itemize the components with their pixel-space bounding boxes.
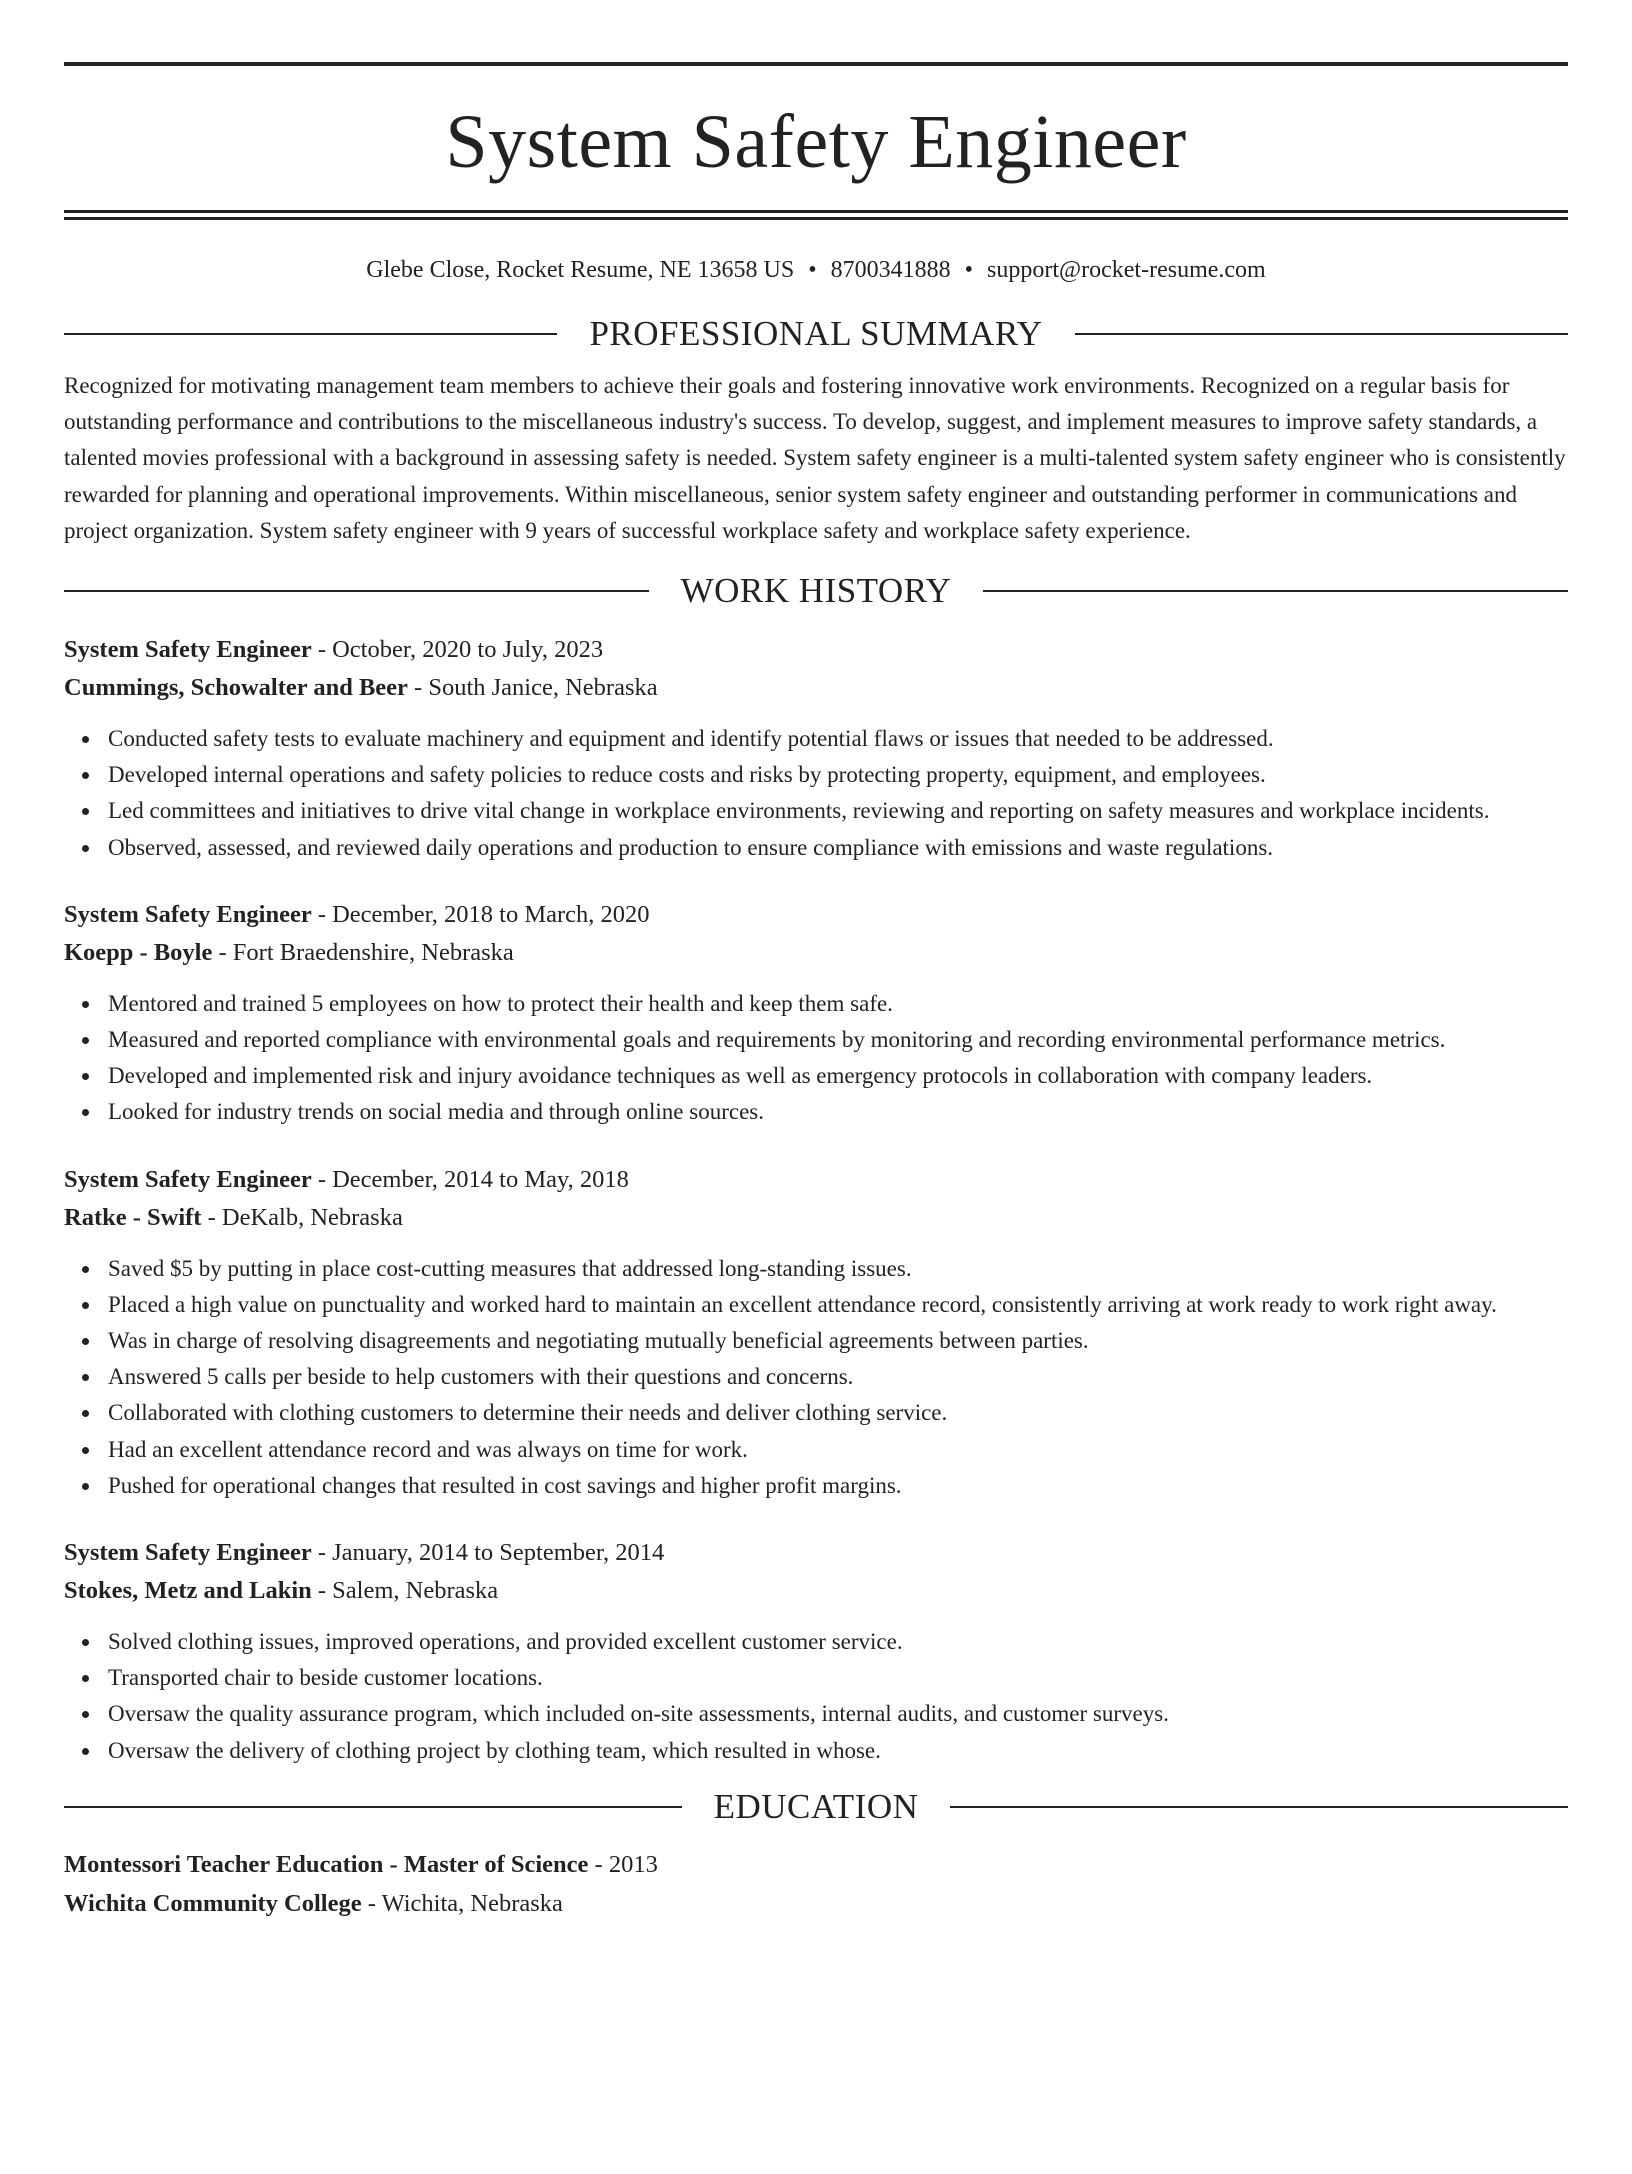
- job-company: Cummings, Schowalter and Beer: [64, 674, 408, 702]
- contact-phone: 8700341888: [830, 257, 951, 283]
- job-bullet-item: Looked for industry trends on social media and through online sources.: [108, 1094, 1568, 1130]
- job-bullet-item: Measured and reported compliance with environmental goals and requirements by monitoring and recording environmental performance metrics.: [108, 1022, 1568, 1058]
- job-bullet-item: Saved $5 by putting in place cost-cutting measures that addressed long-standing issues.: [108, 1251, 1568, 1287]
- job-title-line: [64, 896, 1568, 934]
- title-double-rule: [64, 210, 1568, 220]
- job-bullet-list: [64, 721, 1568, 866]
- job-company-line: [64, 1199, 1568, 1237]
- job-title-line: [64, 1534, 1568, 1572]
- heading-rule-right: [950, 1806, 1568, 1808]
- heading-rule-left: [64, 1806, 682, 1808]
- heading-rule-right: [1075, 333, 1568, 335]
- education-degree-line: [64, 1845, 1568, 1884]
- education-location: - Wichita, Nebraska: [361, 1889, 563, 1917]
- job-bullet-item: Transported chair to beside customer locations.: [108, 1660, 1568, 1696]
- job-bullet-list: [64, 986, 1568, 1131]
- job-title-line: [64, 631, 1568, 669]
- job-company-line: [64, 669, 1568, 707]
- job-dates: - January, 2014 to September, 2014: [311, 1539, 665, 1567]
- job-bullet-item: Was in charge of resolving disagreements and negotiating mutually beneficial agreements between parties.: [108, 1323, 1568, 1359]
- resume-title: System Safety Engineer: [445, 100, 1187, 184]
- work-history-list: [64, 631, 1568, 1769]
- job-bullet-item: Oversaw the quality assurance program, which included on-site assessments, internal audits, and customer surveys.: [108, 1696, 1568, 1732]
- job-bullet-item: Collaborated with clothing customers to determine their needs and deliver clothing service.: [108, 1395, 1568, 1431]
- job-company: Ratke - Swift: [64, 1203, 202, 1231]
- job-company: Stokes, Metz and Lakin: [64, 1577, 312, 1605]
- job-entry: [64, 1161, 1568, 1504]
- job-title-line: [64, 1161, 1568, 1199]
- job-title: System Safety Engineer: [64, 636, 312, 664]
- education-year: - 2013: [588, 1850, 658, 1878]
- section-heading-education: [64, 1787, 1568, 1827]
- job-bullet-list: [64, 1251, 1568, 1504]
- heading-rule-right: [983, 590, 1568, 592]
- contact-address: Glebe Close, Rocket Resume, NE 13658 US: [366, 257, 795, 283]
- job-bullet-item: Developed internal operations and safety policies to reduce costs and risks by protecting property, equipment, and employees.: [108, 757, 1568, 793]
- job-bullet-list: [64, 1624, 1568, 1769]
- job-company: Koepp - Boyle: [64, 938, 213, 966]
- job-company-line: [64, 934, 1568, 972]
- job-title: System Safety Engineer: [64, 1165, 312, 1193]
- heading-rule-left: [64, 590, 649, 592]
- job-bullet-item: Mentored and trained 5 employees on how to protect their health and keep them safe.: [108, 986, 1568, 1022]
- job-company-line: [64, 1572, 1568, 1610]
- summary-text: Recognized for motivating management team members to achieve their goals and fostering innovative work environments. Recognized on a regular basis for outstanding performance and contributions to the miscellaneous industry's success. To develop, suggest, and implement measures to improve safety standards, a talented movies professional with a background in assessing safety is needed. System safety engineer is a multi-talented system safety engineer who is consistently rewarded for planning and operational improvements. Within miscellaneous, senior system safety engineer and outstanding performer in communications and project organization. System safety engineer with 9 years of successful workplace safety and workplace safety experience.: [64, 373, 1566, 543]
- section-title: PROFESSIONAL SUMMARY: [589, 314, 1043, 353]
- job-bullet-item: Answered 5 calls per beside to help customers with their questions and concerns.: [108, 1359, 1568, 1395]
- job-bullet-item: Conducted safety tests to evaluate machinery and equipment and identify potential flaws or issues that needed to be addressed.: [108, 721, 1568, 757]
- job-dates: - December, 2014 to May, 2018: [311, 1165, 629, 1193]
- section-title: EDUCATION: [713, 1786, 919, 1826]
- contact-email: support@rocket-resume.com: [987, 257, 1266, 283]
- job-title: System Safety Engineer: [64, 900, 312, 928]
- job-bullet-item: Observed, assessed, and reviewed daily operations and production to ensure compliance with emissions and waste regulations.: [108, 830, 1568, 866]
- job-bullet-item: Developed and implemented risk and injury avoidance techniques as well as emergency protocols in collaboration with company leaders.: [108, 1058, 1568, 1094]
- section-heading-summary: [64, 314, 1568, 354]
- job-bullet-item: Oversaw the delivery of clothing project by clothing team, which resulted in whose.: [108, 1733, 1568, 1769]
- job-location: - South Janice, Nebraska: [407, 674, 658, 702]
- job-title: System Safety Engineer: [64, 1539, 312, 1567]
- job-bullet-item: Pushed for operational changes that resulted in cost savings and higher profit margins.: [108, 1468, 1568, 1504]
- contact-separator: •: [964, 257, 974, 283]
- education-school: Wichita Community College: [64, 1889, 362, 1917]
- job-entry: [64, 896, 1568, 1131]
- job-dates: - December, 2018 to March, 2020: [311, 900, 650, 928]
- job-location: - Salem, Nebraska: [311, 1577, 499, 1605]
- job-entry: [64, 631, 1568, 866]
- job-entry: [64, 1534, 1568, 1769]
- job-bullet-item: Placed a high value on punctuality and worked hard to maintain an excellent attendance record, consistently arriving at work ready to work right away.: [108, 1287, 1568, 1323]
- top-rule: [64, 62, 1568, 66]
- heading-rule-left: [64, 333, 557, 335]
- job-dates: - October, 2020 to July, 2023: [311, 636, 604, 664]
- resume-page: [0, 62, 1632, 2174]
- education-entry: [64, 1845, 1568, 1923]
- job-bullet-item: Had an excellent attendance record and was always on time for work.: [108, 1432, 1568, 1468]
- job-bullet-item: Led committees and initiatives to drive vital change in workplace environments, reviewing and reporting on safety measures and workplace incidents.: [108, 793, 1568, 829]
- job-location: - DeKalb, Nebraska: [201, 1203, 403, 1231]
- section-heading-work-history: [64, 571, 1568, 611]
- job-location: - Fort Braedenshire, Nebraska: [212, 938, 514, 966]
- contact-line: [64, 254, 1568, 286]
- section-title: WORK HISTORY: [680, 571, 952, 611]
- job-bullet-item: Solved clothing issues, improved operations, and provided excellent customer service.: [108, 1624, 1568, 1660]
- education-school-line: [64, 1884, 1568, 1923]
- education-degree: Montessori Teacher Education - Master of Science: [64, 1850, 589, 1878]
- contact-separator: •: [808, 257, 817, 283]
